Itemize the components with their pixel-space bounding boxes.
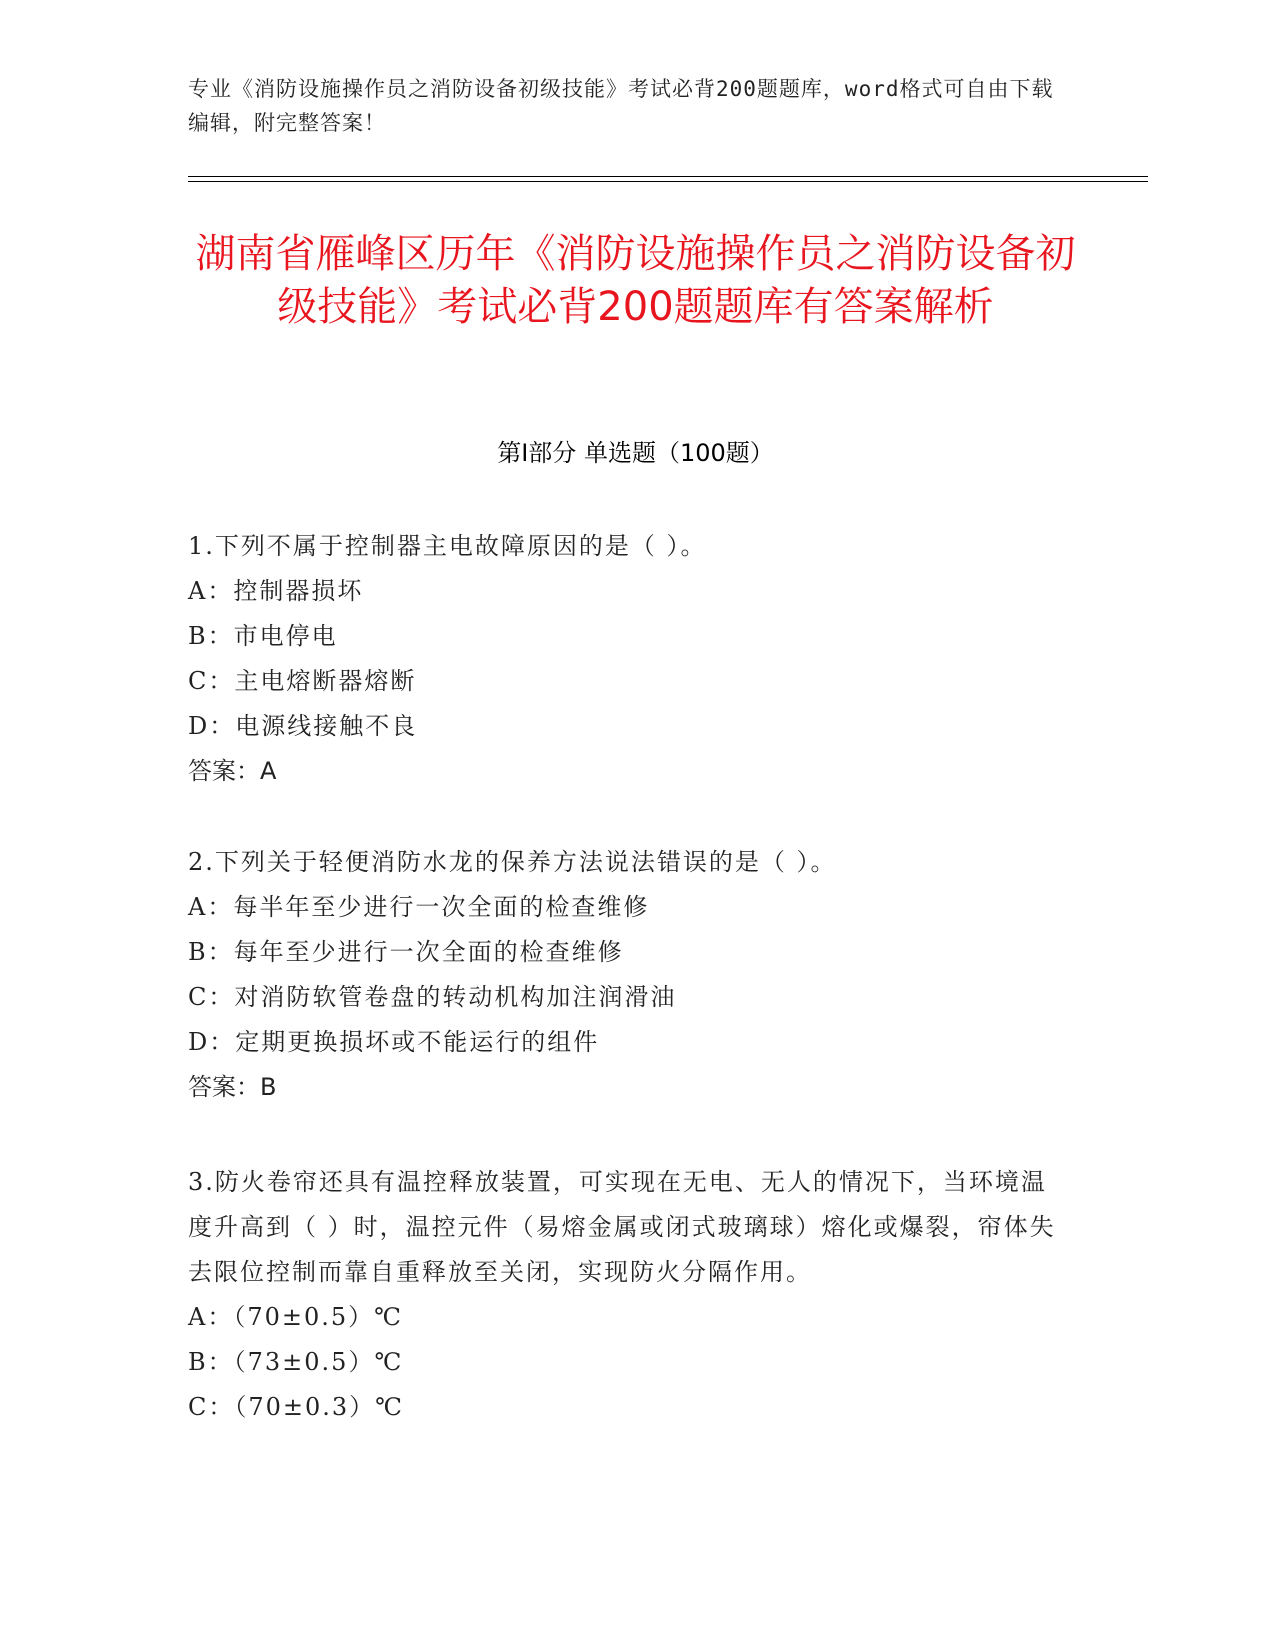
option-a: A：控制器损坏 bbox=[188, 577, 364, 605]
header-divider-bottom bbox=[188, 181, 1148, 182]
question-block bbox=[188, 1160, 1068, 1430]
option-a: A：（70±0.5）℃ bbox=[188, 1303, 403, 1331]
option-d: D：电源线接触不良 bbox=[188, 712, 418, 740]
option-c: C：（70±0.3）℃ bbox=[188, 1393, 405, 1421]
document-title: 湖南省雁峰区历年《消防设施操作员之消防设备初级技能》考试必背200题题库有答案解析 bbox=[195, 231, 1076, 330]
question-block bbox=[188, 524, 1068, 794]
option-d: D：定期更换损坏或不能运行的组件 bbox=[188, 1028, 600, 1056]
question-stem: 1.下列不属于控制器主电故障原因的是（ ）。 bbox=[188, 532, 707, 560]
option-a: A：每半年至少进行一次全面的检查维修 bbox=[188, 893, 650, 921]
option-c: C：主电熔断器熔断 bbox=[188, 667, 417, 695]
question-stem: 2.下列关于轻便消防水龙的保养方法说法错误的是（ ）。 bbox=[188, 848, 837, 876]
section-heading: 第Ⅰ部分 单选题（100题） bbox=[497, 439, 774, 467]
option-b: B：（73±0.5）℃ bbox=[188, 1348, 404, 1376]
option-b: B：市电停电 bbox=[188, 622, 338, 650]
answer-text: 答案：B bbox=[188, 1073, 277, 1101]
header-divider-top bbox=[188, 176, 1148, 177]
option-b: B：每年至少进行一次全面的检查维修 bbox=[188, 938, 624, 966]
question-block bbox=[188, 840, 1068, 1110]
answer-text: 答案：A bbox=[188, 757, 277, 785]
header-note: 专业《消防设施操作员之消防设备初级技能》考试必背200题题库，word格式可自由下载编辑，附完整答案！ bbox=[188, 77, 1054, 135]
question-stem: 3.防火卷帘还具有温控释放装置，可实现在无电、无人的情况下，当环境温度升高到（ ）时，温控元件（易熔金属或闭式玻璃球）熔化或爆裂，帘体失去限位控制而靠自重释放至关闭，实现防火分隔作用。 bbox=[188, 1168, 1056, 1286]
option-c: C：对消防软管卷盘的转动机构加注润滑油 bbox=[188, 983, 677, 1011]
